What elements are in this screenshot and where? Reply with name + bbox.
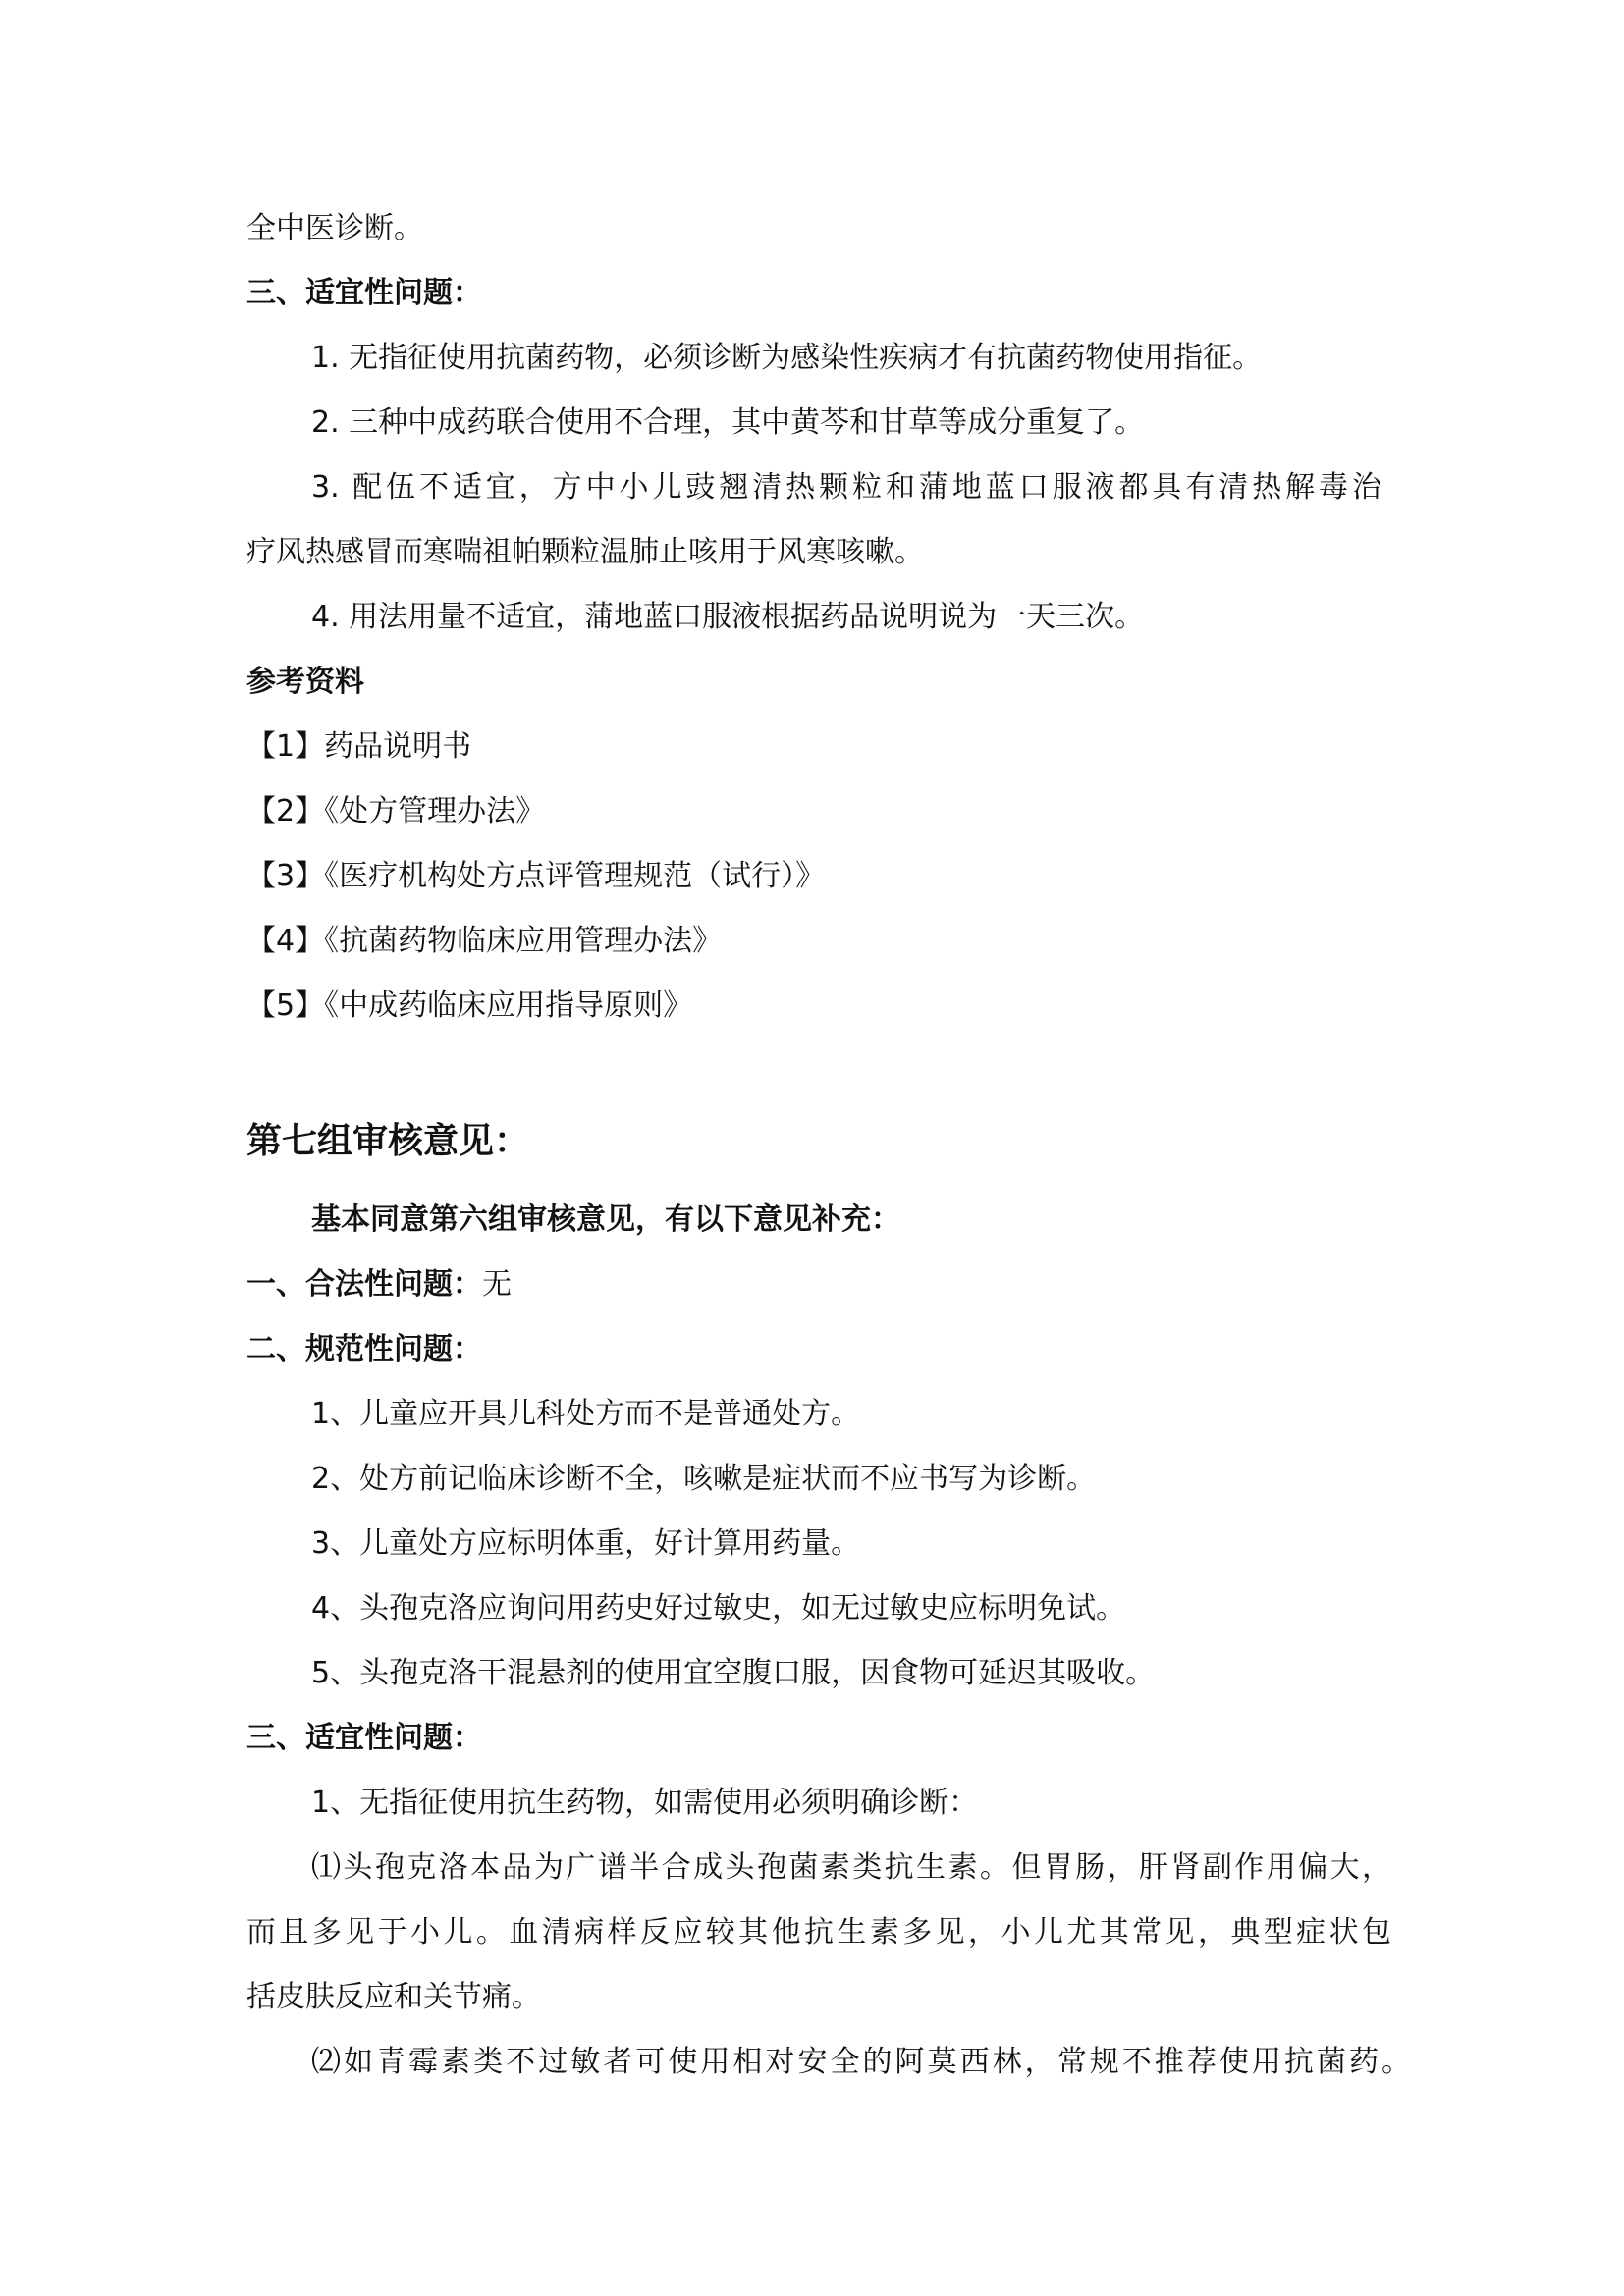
text-line: 4、头孢克洛应询问用药史好过敏史，如无过敏史应标明免试。 [311, 1591, 1126, 1626]
group-seven-heading: 第七组审核意见： [246, 1121, 530, 1161]
text-line: 1、无指征使用抗生药物，如需使用必须明确诊断： [311, 1786, 979, 1820]
legality-row [246, 1265, 512, 1305]
legality-value: 无 [482, 1267, 512, 1302]
reference-item: 【2】《处方管理办法》 [246, 794, 546, 828]
text-line: 疗风热感冒而寒喘祖帕颗粒温肺止咳用于风寒咳嗽。 [246, 535, 924, 569]
text-line: 3、儿童处方应标明体重，好计算用药量。 [311, 1526, 861, 1561]
text-line: 2、处方前记临床诊断不全，咳嗽是症状而不应书写为诊断。 [311, 1462, 1097, 1496]
text-line: 3. 配伍不适宜，方中小儿豉翘清热颗粒和蒲地蓝口服液都具有清热解毒治 [311, 470, 1381, 505]
section-heading-suitability-2: 三、适宜性问题： [246, 1721, 482, 1755]
text-line: 而且多见于小儿。血清病样反应较其他抗生素多见，小儿尤其常见，典型症状包 [246, 1915, 1391, 1949]
text-line: 括皮肤反应和关节痛。 [246, 1980, 541, 2014]
section-heading-standardization: 二、规范性问题： [246, 1332, 482, 1366]
reference-item: 【1】药品说明书 [246, 729, 472, 764]
text-line: 1. 无指征使用抗菌药物，必须诊断为感染性疾病才有抗菌药物使用指征。 [311, 341, 1263, 375]
section-heading-suitability: 三、适宜性问题： [246, 276, 482, 310]
text-line: ⑵如青霉素类不过敏者可使用相对安全的阿莫西林，常规不推荐使用抗菌药。 [311, 2045, 1411, 2079]
section-heading-legality: 一、合法性问题： [246, 1267, 482, 1302]
text-line: 全中医诊断。 [246, 211, 423, 245]
text-line: 4. 用法用量不适宜，蒲地蓝口服液根据药品说明说为一天三次。 [311, 600, 1145, 634]
reference-item: 【4】《抗菌药物临床应用管理办法》 [246, 924, 723, 958]
text-line: 2. 三种中成药联合使用不合理，其中黄芩和甘草等成分重复了。 [311, 405, 1145, 440]
text-line: 1、儿童应开具儿科处方而不是普通处方。 [311, 1397, 861, 1431]
references-heading: 参考资料 [246, 665, 364, 699]
text-line: ⑴头孢克洛本品为广谱半合成头孢菌素类抗生素。但胃肠，肝肾副作用偏大， [311, 1850, 1391, 1885]
reference-item: 【3】《医疗机构处方点评管理规范（试行）》 [246, 859, 826, 893]
summary-line: 基本同意第六组审核意见，有以下意见补充： [311, 1202, 900, 1237]
reference-item: 【5】《中成药临床应用指导原则》 [246, 988, 693, 1023]
text-line: 5、头孢克洛干混悬剂的使用宜空腹口服，因食物可延迟其吸收。 [311, 1656, 1156, 1690]
